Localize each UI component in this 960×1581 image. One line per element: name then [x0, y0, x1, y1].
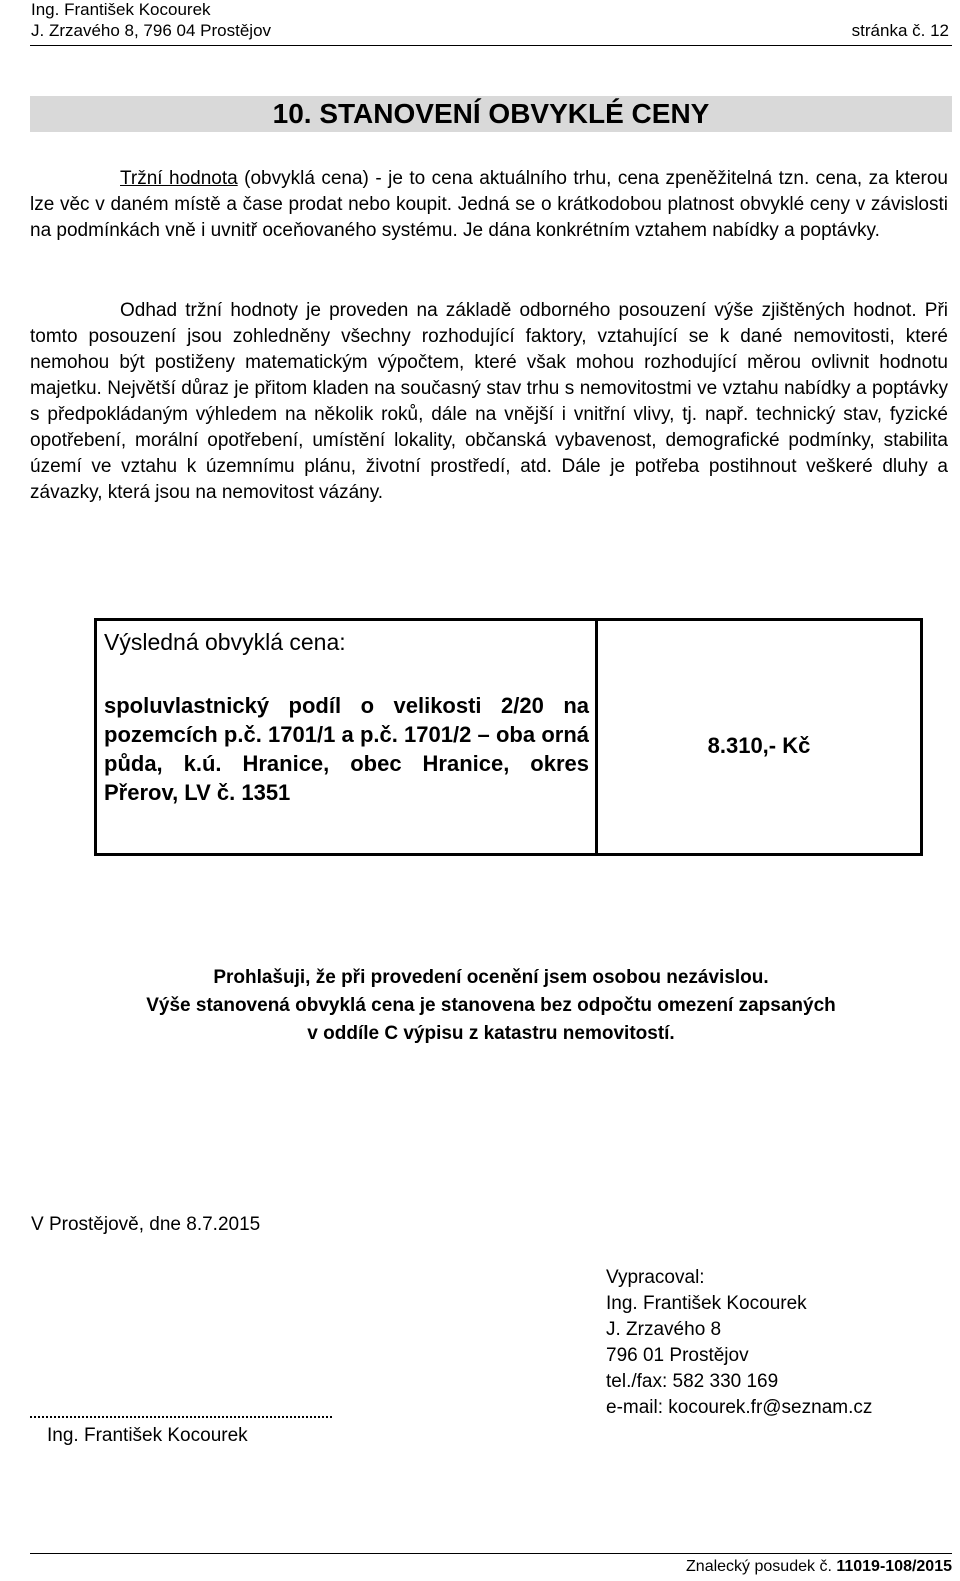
- declaration-line-3: v oddíle C výpisu z katastru nemovitostí.: [307, 1023, 675, 1044]
- prepared-by-phone: tel./fax: 582 330 169: [606, 1371, 779, 1392]
- header-address-row: [31, 21, 949, 41]
- header-address: J. Zrzavého 8, 796 04 Prostějov: [31, 21, 272, 40]
- result-description-cell: [97, 621, 598, 853]
- footer-label: Znalecký posudek č.: [686, 1558, 837, 1575]
- result-description: spoluvlastnický podíl o velikosti 2/20 na pozemcích p.č. 1701/1 a p.č. 1701/2 – oba orná půda, k.ú. Hranice, obec Hranice, okres Přerov, LV č. 1351: [104, 693, 589, 805]
- declaration-line-2: Výše stanovená obvyklá cena je stanovena bez odpočtu omezení zapsaných: [146, 995, 836, 1016]
- prepared-by-label: Vypracoval:: [606, 1267, 705, 1288]
- market-value-definition: (obvyklá cena) - je to cena aktuálního trhu, cena zpeněžitelná tzn. cena, za kterou lze věc v daném místě a čase prodat nebo koupit. Jedná se o krátkodobou platnost obvyklé ceny v závislosti na podmínkách vně i uvnitř oceňovaného systému. Je dána konkrétním vztahem nabídky a poptávky.: [30, 168, 948, 241]
- result-label: Výsledná obvyklá cena:: [104, 629, 346, 655]
- paragraph-market-value: [30, 166, 948, 244]
- signature-line: [30, 1416, 332, 1418]
- market-value-term: Tržní hodnota: [120, 168, 238, 189]
- prepared-by-city: 796 01 Prostějov: [606, 1345, 749, 1366]
- signature-name: Ing. František Kocourek: [47, 1425, 248, 1446]
- estimate-text: Odhad tržní hodnoty je proveden na základě odborného posouzení výše zjištěných hodnot. Při tomto posouzení jsou zohledněny všechny rozhodující faktory, vztahující se k dané nemovitosti, které nemohou být postiženy matematickým výpočtem, které však mohou rozhodující měrou ovlivnit hodnotu majetku. Největší důraz je přitom kladen na současný stav trhu s nemovitostmi ve vztahu nabídky a poptávky s předpokládaným výhledem na několik roků, dále na vnější i vnitřní vlivy, tj. např. technický stav, fyzické opotřebení, morální opotřebení, umístění lokality, občanská vybavenost, demografické podmínky, stabilita území ve vztahu k územnímu plánu, životní prostředí, atd. Dále je potřeba postihnout veškeré dluhy a závazky, která jsou na nemovitost vázány.: [30, 300, 948, 503]
- header-divider: [30, 45, 952, 46]
- prepared-by-block: [606, 1265, 872, 1421]
- page-number: stránka č. 12: [851, 21, 949, 40]
- place-date: V Prostějově, dne 8.7.2015: [31, 1214, 261, 1235]
- paragraph-estimate: [30, 298, 948, 506]
- declaration-line-1: Prohlašuji, že při provedení ocenění jsem osobou nezávislou.: [213, 967, 769, 988]
- declaration: [30, 964, 952, 1048]
- result-value-cell: [598, 621, 920, 853]
- prepared-by-name: Ing. František Kocourek: [606, 1293, 807, 1314]
- prepared-by-email: e-mail: kocourek.fr@seznam.cz: [606, 1397, 873, 1418]
- footer-divider: [30, 1553, 952, 1554]
- result-value: 8.310,- Kč: [707, 733, 811, 758]
- prepared-by-street: J. Zrzavého 8: [606, 1319, 722, 1340]
- section-title: 10. STANOVENÍ OBVYKLÉ CENY: [30, 96, 952, 132]
- footer-number: 11019-108/2015: [836, 1558, 952, 1575]
- footer: [686, 1557, 952, 1577]
- result-table: [94, 618, 923, 856]
- header-author: Ing. František Kocourek: [31, 0, 211, 19]
